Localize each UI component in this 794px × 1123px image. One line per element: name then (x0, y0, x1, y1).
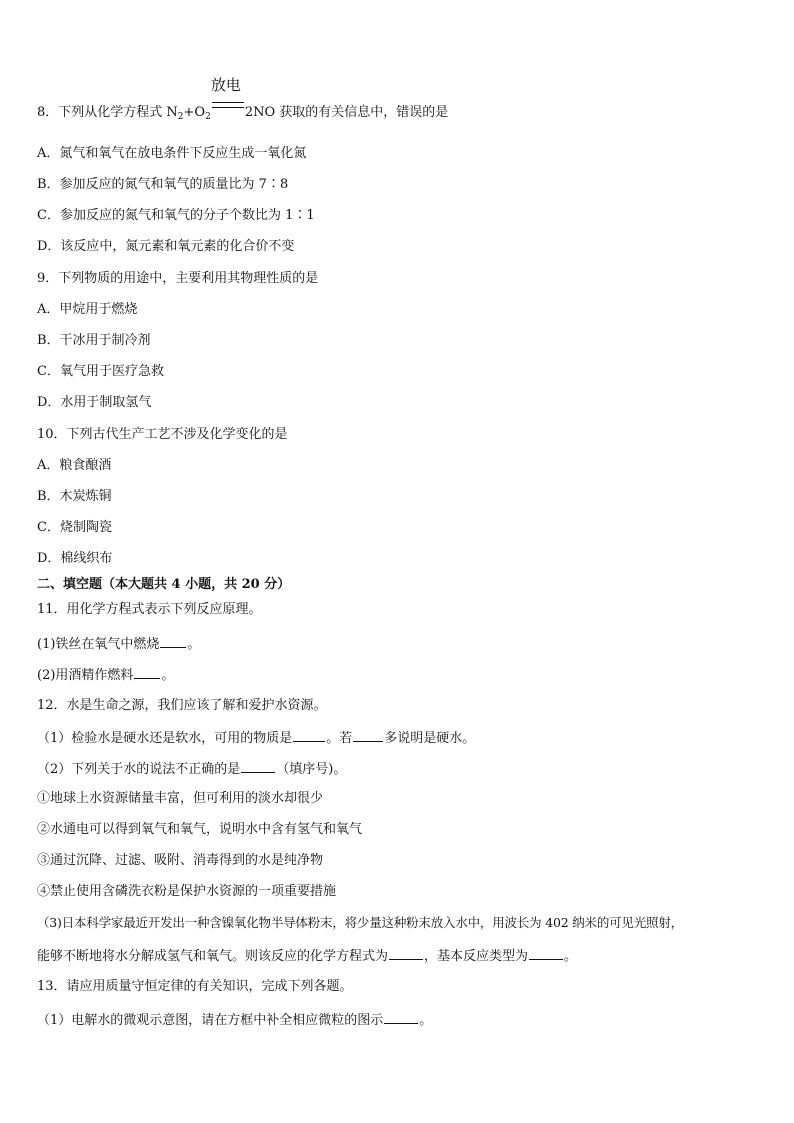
q12-part1 (37, 728, 475, 748)
q12-item-2: ②水通电可以得到氧气和氧气，说明水中含有氢气和氧气 (37, 822, 363, 837)
q12-part3-text: 能够不断地将水分解成氢气和氧气。则该反应的化学方程式为 (37, 949, 389, 964)
q8-reaction-condition: 放电 (210, 76, 241, 94)
q12-part2 (37, 759, 346, 779)
q9-option-d: D．水用于制取氢气 (37, 395, 152, 410)
q8-subscript-o: 2 (205, 112, 211, 122)
q10-option-d: D．棉线织布 (37, 551, 113, 566)
q12-item-1: ①地球上水资源储量丰富，但可利用的淡水却很少 (37, 791, 324, 806)
q12-part2-end: （填序号)。 (276, 762, 347, 777)
q12-answer-blank-1[interactable] (293, 728, 325, 742)
q11-part1-text: (1)铁丝在氧气中燃烧 (37, 637, 160, 652)
q11-part2 (37, 665, 174, 685)
q10-option-b: B．木炭炼铜 (37, 489, 112, 504)
q8-lead-text: 8．下列从化学方程式 N (37, 105, 178, 120)
q12-stem: 12．水是生命之源，我们应该了解和爱护水资源。 (37, 698, 327, 713)
q12-part1-mid: 。若 (326, 731, 353, 746)
q9-option-b: B．干冰用于制冷剂 (37, 333, 151, 348)
q8-option-b: B．参加反应的氮气和氧气的质量比为 7∶8 (37, 177, 289, 192)
q12-item-4: ④禁止使用含磷洗衣粉是保护水资源的一项重要措施 (37, 884, 337, 899)
q12-answer-blank-5[interactable] (529, 946, 563, 960)
q11-part1-end: 。 (187, 637, 201, 652)
q12-part1-text: （1）检验水是硬水还是软水，可用的物质是 (37, 731, 293, 746)
q12-answer-blank-3[interactable] (241, 759, 275, 773)
q13-answer-blank-1[interactable] (384, 1010, 418, 1024)
q12-part2-text: （2）下列关于水的说法不正确的是 (37, 762, 241, 777)
q9-stem: 9．下列物质的用途中，主要利用其物理性质的是 (37, 271, 319, 286)
q12-answer-blank-4[interactable] (389, 946, 423, 960)
q12-item-3: ③通过沉降、过滤、吸附、消毒得到的水是纯净物 (37, 853, 324, 868)
q11-answer-blank-1[interactable] (160, 634, 186, 648)
q13-part1 (37, 1010, 432, 1030)
q12-part3-mid: ，基本反应类型为 (424, 949, 529, 964)
q8-reaction-arrow (210, 76, 245, 116)
q8-stem (37, 76, 449, 126)
q10-option-a: A．粮食酿酒 (37, 458, 112, 473)
q8-subscript-n: 2 (177, 112, 184, 122)
q10-stem: 10．下列古代生产工艺不涉及化学变化的是 (37, 427, 288, 442)
q9-option-a: A．甲烷用于燃烧 (37, 302, 138, 317)
q11-stem: 11．用化学方程式表示下列反应原理。 (37, 602, 262, 617)
q8-option-c: C．参加反应的氮气和氧气的分子个数比为 1∶1 (37, 208, 315, 223)
q12-part3-line1: （3)日本科学家最近开发出一种含镍氧化物半导体粉末，将少量这种粉末放入水中，用波长为 402 纳米的可见光照射， (37, 915, 683, 930)
q12-part1-end: 多说明是硬水。 (384, 731, 476, 746)
q11-part2-end: 。 (161, 668, 175, 683)
q13-part1-end: 。 (419, 1013, 433, 1028)
q13-stem: 13．请应用质量守恒定律的有关知识，完成下列各题。 (37, 979, 353, 994)
q12-part3-end: 。 (564, 949, 578, 964)
q9-option-c: C．氧气用于医疗急救 (37, 364, 164, 379)
q10-option-c: C．烧制陶瓷 (37, 520, 112, 535)
q8-tail-text: 2NO 获取的有关信息中，错误的是 (244, 105, 449, 120)
q11-answer-blank-2[interactable] (134, 665, 160, 679)
q12-answer-blank-2[interactable] (353, 728, 383, 742)
q8-equals-bars (212, 102, 244, 108)
q8-option-a: A．氮气和氧气在放电条件下反应生成一氧化氮 (37, 146, 307, 161)
q13-part1-text: （1）电解水的微观示意图，请在方框中补全相应微粒的图示 (37, 1013, 384, 1028)
q11-part2-text: (2)用酒精作燃料 (37, 668, 134, 683)
q8-plus-o: +O (183, 105, 206, 120)
q12-part3-line2 (37, 946, 577, 966)
section2-title: 二、填空题（本大题共 4 小题，共 20 分） (37, 577, 291, 592)
q8-option-d: D．该反应中，氮元素和氧元素的化合价不变 (37, 239, 295, 254)
q11-part1 (37, 634, 200, 654)
